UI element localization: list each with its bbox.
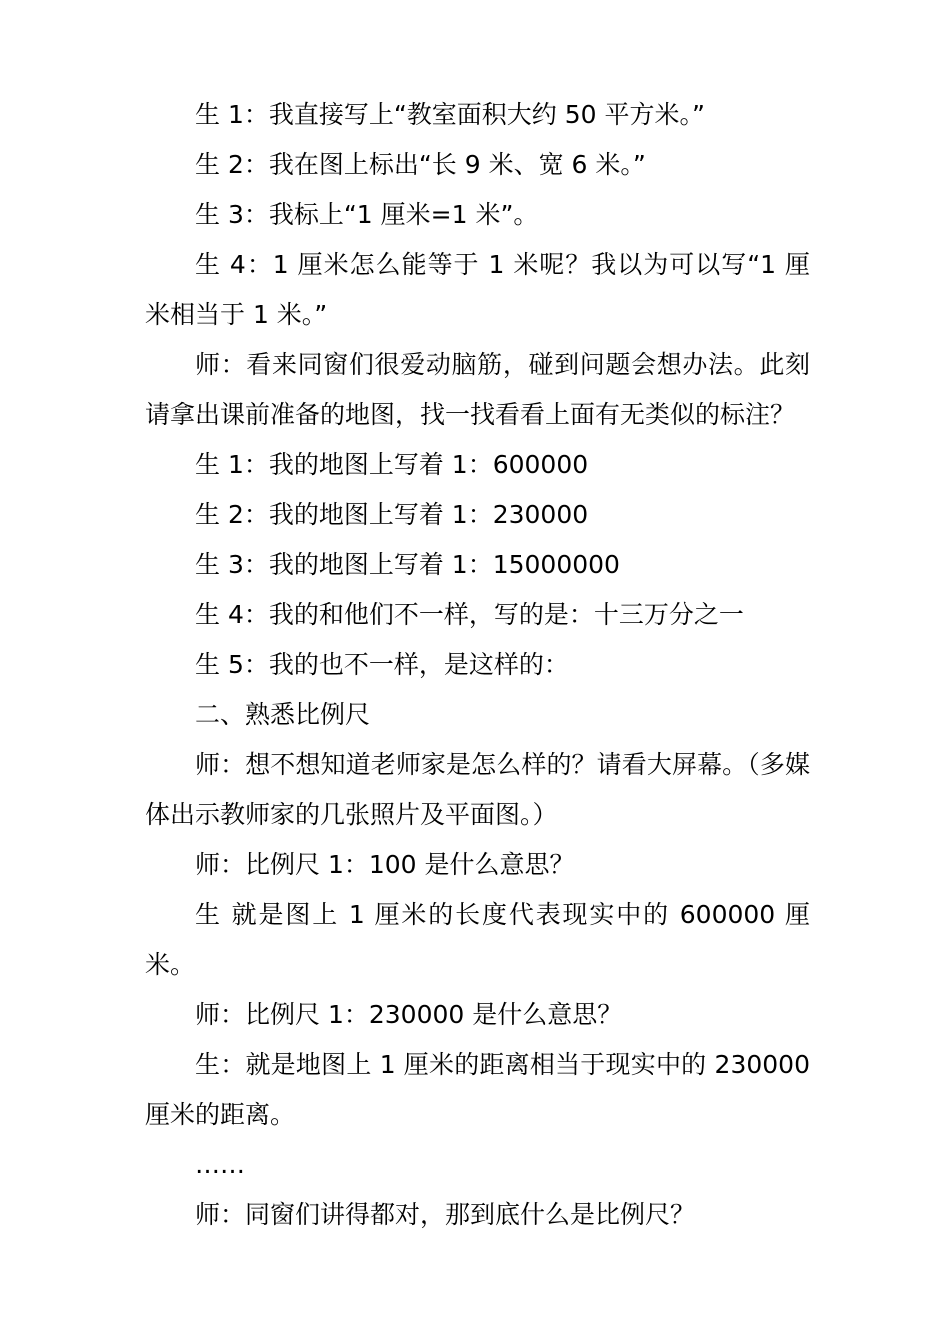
paragraph: 生 就是图上 1 厘米的长度代表现实中的 600000 厘米。 (145, 900, 810, 979)
paragraph: 生 5：我的也不一样，是这样的： (195, 650, 569, 679)
paragraph: 生 1：我直接写上“教室面积大约 50 平方米。” (195, 100, 705, 129)
paragraph: 生：就是地图上 1 厘米的距离相当于现实中的 230000 厘米的距离。 (145, 1050, 810, 1129)
document-body (145, 90, 810, 1240)
ellipsis: …… (195, 1150, 245, 1179)
paragraph: 生 4：我的和他们不一样，写的是：十三万分之一 (195, 600, 744, 629)
paragraph: 师：想不想知道老师家是怎么样的？请看大屏幕。（多媒体出示教师家的几张照片及平面图。） (145, 750, 810, 829)
paragraph: 生 1：我的地图上写着 1：600000 (195, 450, 589, 479)
paragraph: 生 2：我的地图上写着 1：230000 (195, 500, 589, 529)
paragraph: 师：看来同窗们很爱动脑筋，碰到问题会想办法。此刻请拿出课前准备的地图，找一找看看上面有无类似的标注？ (145, 350, 810, 429)
paragraph: 生 4：1 厘米怎么能等于 1 米呢？我以为可以写“1 厘米相当于 1 米。” (145, 250, 810, 329)
paragraph: 师：比例尺 1：100 是什么意思？ (195, 850, 575, 879)
section-heading: 二、熟悉比例尺 (195, 700, 371, 729)
paragraph: 师：同窗们讲得都对，那到底什么是比例尺？ (195, 1200, 696, 1229)
paragraph: 生 2：我在图上标出“长 9 米、宽 6 米。” (195, 150, 646, 179)
paragraph: 生 3：我的地图上写着 1：15000000 (195, 550, 620, 579)
paragraph: 生 3：我标上“1 厘米=1 米”。 (195, 200, 539, 229)
paragraph: 师：比例尺 1：230000 是什么意思？ (195, 1000, 623, 1029)
